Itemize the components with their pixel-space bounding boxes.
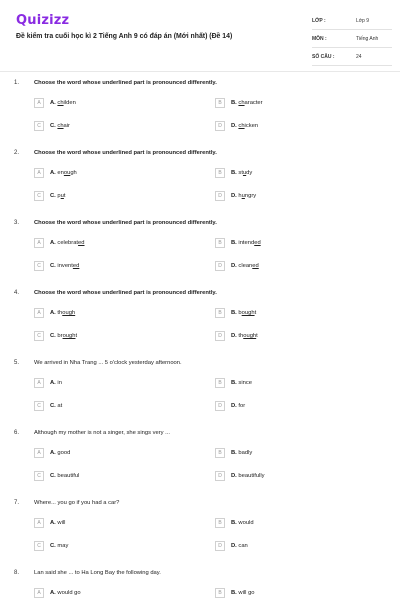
answer-option-a[interactable] [34,378,62,388]
option-checkbox[interactable]: C [34,261,44,271]
header-divider [0,71,400,72]
option-checkbox[interactable]: C [34,401,44,411]
option-letter: A. [50,310,58,316]
option-checkbox[interactable]: C [34,471,44,481]
option-text: in [57,380,62,386]
option-checkbox[interactable]: D [215,191,225,201]
option-letter: D. [231,543,239,549]
option-letter: A. [50,380,58,386]
option-text: celebrat [57,240,79,246]
option-letter: C. [50,333,58,339]
option-underlined: ch [57,123,64,129]
option-letter: B. [231,310,239,316]
option-label [50,310,75,316]
option-label [50,520,65,526]
option-text: dy [246,170,253,176]
option-checkbox[interactable]: A [34,308,44,318]
question-text: Choose the word whose underlined part is pronounced differently. [34,150,217,156]
option-text: invent [57,263,73,269]
option-checkbox[interactable]: A [34,588,44,598]
option-label [50,333,77,339]
option-letter: C. [50,193,58,199]
question-text: Where... you go if you had a car? [34,500,120,506]
option-letter: A. [50,240,58,246]
option-text: t [75,333,78,339]
option-underlined: ed [78,240,85,246]
answer-option-a[interactable] [34,238,85,248]
option-letter: A. [50,520,58,526]
option-label [50,170,77,176]
answer-option-c[interactable] [34,331,77,341]
option-letter: C. [50,543,58,549]
option-text: t [256,333,258,339]
answer-option-b[interactable] [215,588,255,598]
option-label [231,380,252,386]
meta-label: LỚP : [312,17,326,24]
quizizz-logo: Quizizz [16,13,70,28]
option-underlined: ough [62,310,76,316]
option-checkbox[interactable]: A [34,448,44,458]
option-checkbox[interactable]: D [215,121,225,131]
answer-option-a[interactable] [34,308,75,318]
option-text: would [238,520,254,526]
option-letter: D. [231,403,239,409]
option-label [231,123,258,129]
option-text: will go [238,590,255,596]
option-label [231,100,263,106]
option-label [231,403,245,409]
option-text: aracter [244,100,263,106]
answer-option-c[interactable] [34,471,79,481]
option-letter: B. [231,380,239,386]
option-letter: B. [231,170,239,176]
option-checkbox[interactable]: B [215,518,225,528]
option-checkbox[interactable]: C [34,121,44,131]
option-letter: C. [50,263,58,269]
answer-option-c[interactable] [34,191,66,201]
question-item [0,214,400,284]
option-letter: B. [231,590,239,596]
meta-value: Tiếng Anh [356,35,379,42]
option-label [231,310,256,316]
option-label [231,170,252,176]
question-text: We arrived in Nha Trang ... 5 o'clock yesterday afternoon. [34,360,182,366]
option-text: t [63,193,66,199]
answer-option-a[interactable] [34,448,70,458]
answer-option-d[interactable] [215,191,256,201]
option-checkbox[interactable]: D [215,541,225,551]
option-label [50,240,85,246]
option-letter: B. [231,450,239,456]
option-underlined: ough [243,333,257,339]
option-checkbox[interactable]: A [34,518,44,528]
question-item [0,564,400,600]
question-number: 3. [14,220,20,226]
question-number: 5. [14,360,20,366]
option-underlined: ch [57,100,64,106]
option-letter: A. [50,450,58,456]
option-text: ilden [63,100,76,106]
question-number: 7. [14,500,20,506]
option-checkbox[interactable]: A [34,168,44,178]
option-text: since [238,380,252,386]
question-list [0,74,400,600]
answer-option-b[interactable] [215,98,263,108]
option-letter: B. [231,240,239,246]
question-number: 6. [14,430,20,436]
question-text: Choose the word whose underlined part is pronounced differently. [34,80,217,86]
option-text: ngry [244,193,257,199]
option-text: br [57,333,63,339]
meta-table [312,12,392,66]
option-letter: D. [231,473,239,479]
option-label [50,403,62,409]
option-underlined: ou [63,170,71,176]
option-label [231,473,265,479]
option-label [231,193,256,199]
option-letter: A. [50,590,58,596]
question-text: Choose the word whose underlined part is pronounced differently. [34,290,217,296]
option-text: would go [57,590,81,596]
meta-value: Lớp 9 [356,17,370,24]
answer-option-b[interactable] [215,518,254,528]
option-text: st [238,170,243,176]
option-text: b [238,310,242,316]
meta-label: MÔN : [312,35,327,42]
option-text: good [57,450,71,456]
option-checkbox[interactable]: D [215,401,225,411]
option-text: may [57,543,69,549]
option-checkbox[interactable]: A [34,378,44,388]
option-letter: B. [231,100,239,106]
meta-value: 24 [356,53,362,60]
meta-row-count [312,48,392,66]
question-item [0,424,400,494]
option-underlined: ch [238,123,245,129]
option-checkbox[interactable]: B [215,168,225,178]
question-text: Although my mother is not a singer, she sings very ... [34,430,170,436]
option-label [50,543,68,549]
answer-option-b[interactable] [215,238,261,248]
option-letter: D. [231,123,239,129]
option-label [231,333,258,339]
option-text: beautiful [57,473,80,479]
option-underlined: ch [238,100,245,106]
option-text: clean [238,263,253,269]
option-text: beautifully [238,473,265,479]
answer-option-d[interactable] [215,541,248,551]
question-item [0,144,400,214]
option-text: th [238,333,244,339]
answer-option-d[interactable] [215,401,245,411]
option-underlined: ed [72,263,80,269]
answer-option-a[interactable] [34,168,77,178]
document-title: Đề kiểm tra cuối học kì 2 Tiếng Anh 9 có đáp án (Mới nhất) (Đề 14) [16,33,233,40]
option-checkbox[interactable]: B [215,448,225,458]
answer-option-d[interactable] [215,471,265,481]
question-item [0,74,400,144]
option-label [50,193,66,199]
question-item [0,354,400,424]
meta-row-subject [312,30,392,48]
option-underlined: u [242,170,247,176]
option-text: p [57,193,61,199]
answer-option-b[interactable] [215,448,252,458]
question-number: 4. [14,290,20,296]
answer-option-c[interactable] [34,401,62,411]
option-text: intend [238,240,255,246]
answer-option-d[interactable] [215,261,259,271]
answer-option-a[interactable] [34,518,65,528]
option-underlined: ed [252,263,259,269]
option-checkbox[interactable]: A [34,98,44,108]
option-label [50,380,62,386]
option-text: th [57,310,63,316]
option-letter: C. [50,403,58,409]
option-text: gh [70,170,77,176]
answer-option-b[interactable] [215,168,252,178]
meta-label: SỐ CÂU : [312,53,335,60]
option-label [50,473,79,479]
answer-option-a[interactable] [34,588,81,598]
option-checkbox[interactable]: B [215,588,225,598]
question-number: 1. [14,80,20,86]
option-underlined: ough [241,310,255,316]
option-underlined: ed [254,240,261,246]
answer-option-c[interactable] [34,121,70,131]
option-letter: D. [231,193,239,199]
question-text: Choose the word whose underlined part is pronounced differently. [34,220,217,226]
option-checkbox[interactable]: B [215,378,225,388]
option-text: h [238,193,242,199]
question-item [0,284,400,354]
option-label [50,123,70,129]
option-text: air [63,123,70,129]
option-underlined: ough [62,333,76,339]
option-label [231,520,254,526]
meta-row-class [312,12,392,30]
answer-option-d[interactable] [215,331,258,341]
option-checkbox[interactable]: A [34,238,44,248]
option-label [50,450,70,456]
question-text: Lan said she ... to Ha Long Bay the following day. [34,570,161,576]
option-label [231,240,261,246]
option-checkbox[interactable]: D [215,471,225,481]
option-text: can [238,543,248,549]
option-label [50,263,79,269]
answer-option-a[interactable] [34,98,76,108]
option-checkbox[interactable]: B [215,308,225,318]
option-checkbox[interactable]: C [34,541,44,551]
option-underlined: u [241,193,245,199]
option-checkbox[interactable]: D [215,331,225,341]
question-number: 8. [14,570,20,576]
answer-option-b[interactable] [215,308,256,318]
question-number: 2. [14,150,20,156]
option-label [50,590,81,596]
option-checkbox[interactable]: C [34,331,44,341]
answer-option-c[interactable] [34,541,68,551]
option-letter: B. [231,520,239,526]
option-text: will [57,520,66,526]
option-text: en [57,170,64,176]
option-letter: D. [231,333,239,339]
option-checkbox[interactable]: B [215,98,225,108]
option-letter: A. [50,170,58,176]
option-label [50,100,76,106]
answer-option-b[interactable] [215,378,252,388]
option-letter: C. [50,123,58,129]
option-checkbox[interactable]: C [34,191,44,201]
option-text: at [57,403,63,409]
option-text: t [254,310,257,316]
option-letter: D. [231,263,239,269]
option-label [231,543,248,549]
question-item [0,494,400,564]
option-text: icken [244,123,259,129]
option-checkbox[interactable]: B [215,238,225,248]
answer-option-d[interactable] [215,121,258,131]
option-letter: A. [50,100,58,106]
option-text: for [238,403,246,409]
option-underlined: u [60,193,64,199]
option-checkbox[interactable]: D [215,261,225,271]
option-letter: C. [50,473,58,479]
option-label [231,590,255,596]
answer-option-c[interactable] [34,261,79,271]
page-header [0,0,400,70]
option-label [231,450,252,456]
option-label [231,263,259,269]
option-text: badly [238,450,253,456]
